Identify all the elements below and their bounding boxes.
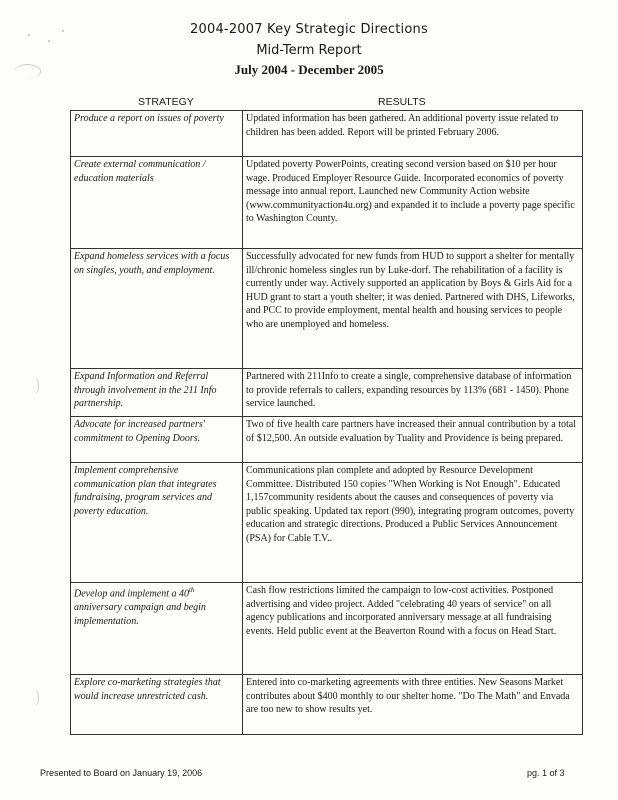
strategy-cell: Expand homeless services with a focus on singles, youth, and employment. — [71, 249, 243, 369]
table-row — [71, 249, 583, 369]
scan-hole-mark — [30, 378, 39, 394]
footer-presented-date: Presented to Board on January 19, 2006 — [40, 768, 203, 778]
strategy-cell: Explore co-marketing strategies that would increase unrestricted cash. — [71, 675, 243, 735]
results-cell: Updated poverty PowerPoints, creating second version based on $10 per hour wage. Produced Employer Resource Guide. Incorporated economics of poverty message into annual report. Launched new Community Action website (www.communityaction4u.org) and expanded it to include a poverty page specific to Washington County. — [243, 157, 583, 249]
results-cell: Cash flow restrictions limited the campaign to low-cost activities. Postponed advertising and video project. Added "celebrating 40 years of service" on all agency publications and incorporated anniversary message at all fundraising events. Held public event at the Beaverton Round with a focus on Head Start. — [243, 583, 583, 675]
report-title: 2004-2007 Key Strategic Directions — [190, 22, 428, 37]
results-cell: Successfully advocated for new funds from HUD to support a shelter for mentally ill/chronic homeless singles run by Luke-dorf. The rehabilitation of a facility is currently under way. Actively supported an application by Boys & Girls Aid for a HUD grant to start a youth shelter; it was denied. Partnered with DHS, Lifeworks, and PCC to provide employment, mental health and housing services to people who are unemployed and homeless. — [243, 249, 583, 369]
strategy-cell: Create external communication / education materials — [71, 157, 243, 249]
strategy-text: Develop and implement a 40 — [74, 588, 189, 600]
strategy-column-header: STRATEGY — [138, 96, 194, 108]
table-row — [71, 417, 583, 463]
strategy-cell: Expand Information and Referral through involvement in the 211 Info partnership. — [71, 369, 243, 417]
table-row — [71, 463, 583, 583]
strategy-results-table — [70, 110, 583, 735]
scan-hole-mark — [30, 690, 39, 706]
results-cell: Two of five health care partners have increased their annual contribution by a total of $12,500. An outside evaluation by Tuality and Providence is being prepared. — [243, 417, 583, 463]
results-cell: Entered into co-marketing agreements with three entities. New Seasons Market contributes about $400 monthly to our shelter home. "Do The Math" and Envada are too new to show results yet. — [243, 675, 583, 735]
scan-speck — [48, 40, 50, 42]
strategy-cell: Advocate for increased partners' commitment to Opening Doors. — [71, 417, 243, 463]
strategy-cell — [71, 583, 243, 675]
strategy-cell: Implement comprehensive communication plan that integrates fundraising, program services and poverty education. — [71, 463, 243, 583]
table-row — [71, 111, 583, 157]
strategy-text: anniversary campaign and begin implementation. — [74, 601, 206, 627]
results-cell: Updated information has been gathered. An additional poverty issue related to children has been added. Report will be printed February 2006. — [243, 111, 583, 157]
report-subtitle: Mid-Term Report — [256, 43, 362, 58]
results-column-header: RESULTS — [378, 96, 426, 108]
ordinal-suffix: th — [188, 586, 195, 594]
report-period: July 2004 - December 2005 — [234, 62, 384, 77]
footer-page-number: pg. 1 of 3 — [527, 768, 565, 778]
table-row — [71, 675, 583, 735]
table-row — [71, 157, 583, 249]
table-row — [71, 583, 583, 675]
results-cell: Partnered with 211Info to create a single, comprehensive database of information to provide referrals to callers, expanding resources by 113% (681 - 1450). Phone service launched. — [243, 369, 583, 417]
strategy-cell: Produce a report on issues of poverty — [71, 111, 243, 157]
table-row — [71, 369, 583, 417]
results-cell: Communications plan complete and adopted by Resource Development Committee. Distributed 150 copies "When Working is Not Enough". Educated 1,157community residents about the causes and consequences of poverty via public speaking. Updated tax report (990), integrating program outcomes, poverty education and strategic directions. Produced a Public Services Announcement (PSA) for Cable T.V.. — [243, 463, 583, 583]
